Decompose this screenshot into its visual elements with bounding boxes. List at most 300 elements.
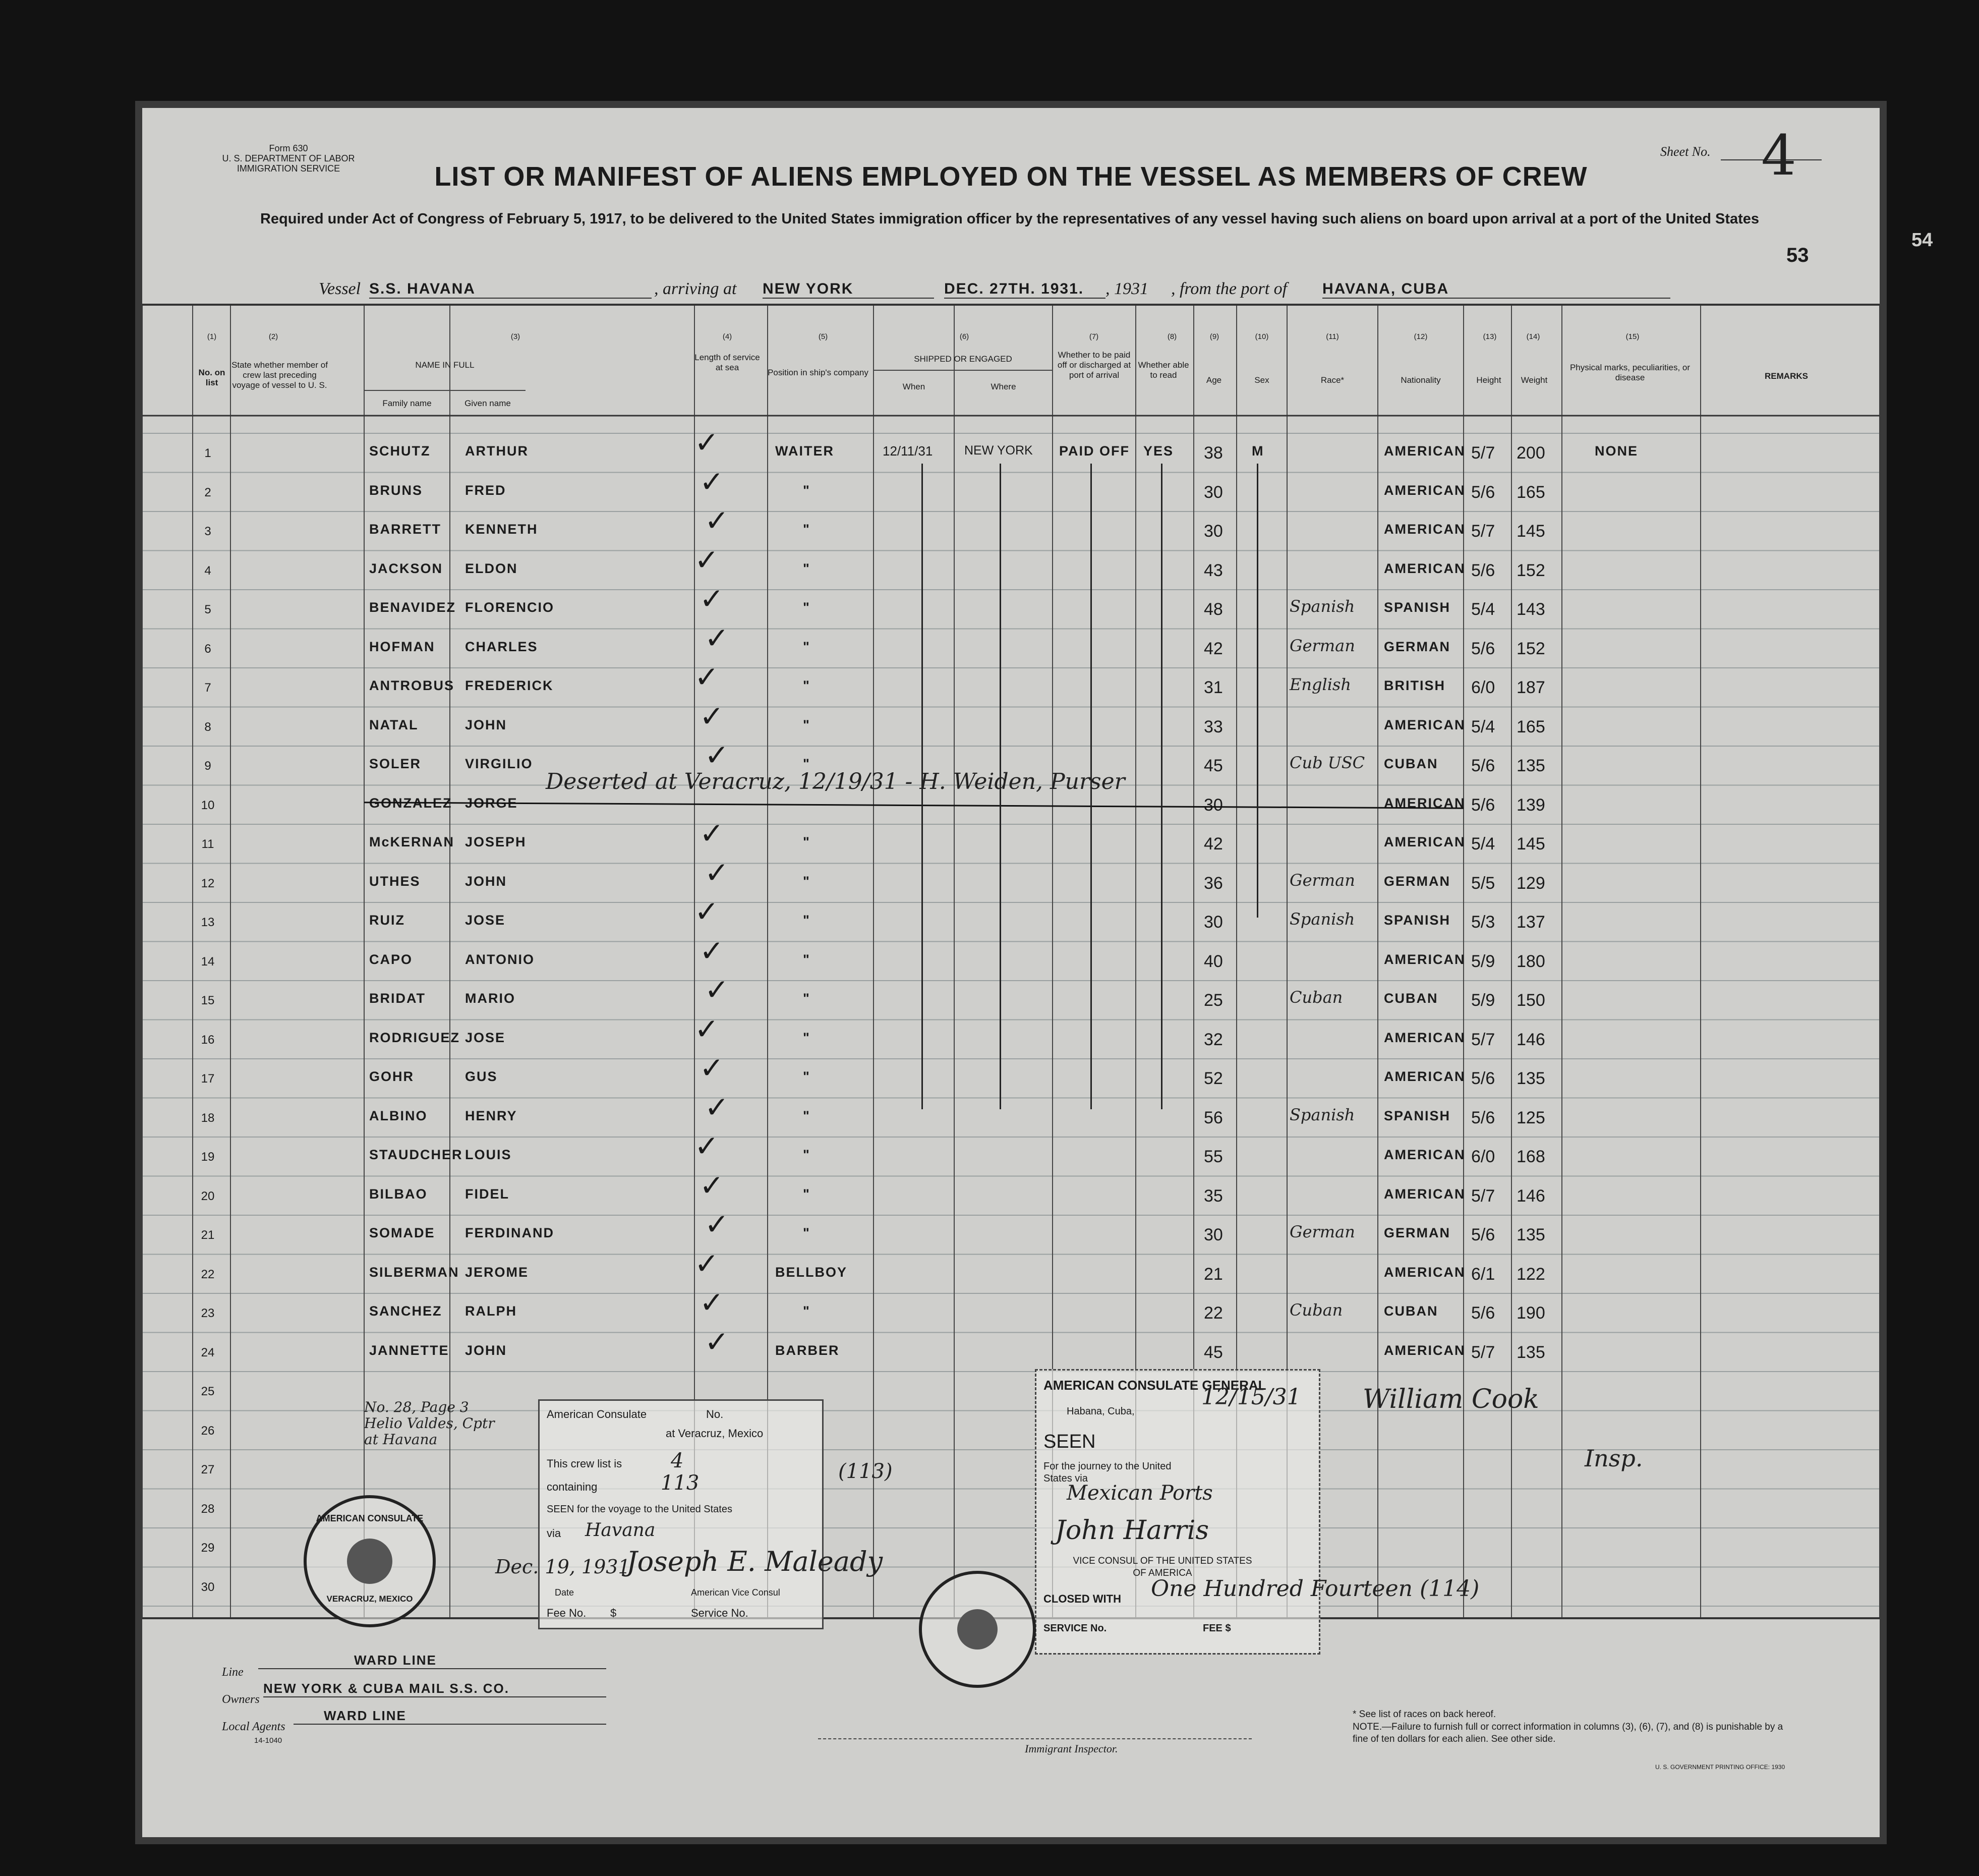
stamp-location: at Veracruz, Mexico — [666, 1427, 764, 1440]
weight: 145 — [1517, 834, 1545, 854]
given-name: CHARLES — [465, 639, 538, 654]
length-service-checkmark: ✓ — [705, 1208, 729, 1241]
length-service-checkmark: ✓ — [700, 1052, 724, 1085]
position: " — [803, 834, 810, 849]
row-number: 4 — [204, 563, 211, 578]
seal-top-text: AMERICAN CONSULATE — [316, 1513, 424, 1523]
row-number: 16 — [201, 1033, 215, 1047]
row-number: 20 — [201, 1189, 215, 1203]
position: " — [803, 717, 810, 732]
physical-marks: NONE — [1595, 443, 1639, 459]
family-name: RUIZ — [369, 913, 405, 928]
row-number: 18 — [201, 1111, 215, 1125]
col-number-12: (12) — [1414, 332, 1428, 341]
given-name: JOSEPH — [465, 834, 527, 849]
given-name: JOHN — [465, 717, 507, 732]
col-number-14: (14) — [1526, 332, 1540, 341]
family-name: STAUDCHER — [369, 1147, 463, 1162]
havana-consulate-stamp — [1035, 1369, 1320, 1655]
age: 31 — [1204, 678, 1223, 697]
given-name: JOHN — [465, 1342, 507, 1358]
age: 56 — [1204, 1108, 1223, 1127]
page-title: LIST OR MANIFEST OF ALIENS EMPLOYED ON THE VESSEL AS MEMBERS OF CREW — [434, 161, 1588, 192]
havana-stamp-service: SERVICE No. — [1043, 1623, 1107, 1634]
nationality: CUBAN — [1384, 756, 1438, 771]
height: 5/3 — [1471, 913, 1495, 932]
left-note: No. 28, Page 3 Helio Valdes, Cptr at Havana — [364, 1399, 495, 1448]
header-remarks: REMARKS — [1765, 371, 1808, 381]
row-number: 30 — [201, 1580, 215, 1594]
family-name: SILBERMAN — [369, 1264, 459, 1280]
header-nationality: Nationality — [1401, 375, 1441, 385]
height: 5/5 — [1471, 873, 1495, 893]
footer-owners-label: Owners — [222, 1693, 260, 1706]
header-no-on-list: No. on list — [198, 368, 225, 387]
given-name: ANTONIO — [465, 951, 535, 967]
nationality: AMERICAN — [1384, 1030, 1466, 1045]
arrival-date: DEC. 27TH. 1931. — [944, 280, 1105, 299]
able-to-read: YES — [1143, 443, 1174, 459]
family-name: SCHUTZ — [369, 443, 431, 459]
nationality: AMERICAN — [1384, 443, 1466, 459]
age: 33 — [1204, 717, 1223, 736]
given-name: JEROME — [465, 1264, 529, 1280]
given-name: FIDEL — [465, 1186, 509, 1202]
row-number: 12 — [201, 876, 215, 890]
veracruz-consul-signature: Joseph E. Maleady — [626, 1546, 883, 1577]
race: Cuban — [1290, 988, 1343, 1007]
given-name: FRED — [465, 482, 506, 498]
length-service-checkmark: ✓ — [700, 700, 724, 733]
row-number: 29 — [201, 1541, 215, 1555]
age: 35 — [1204, 1186, 1223, 1206]
weight: 135 — [1517, 1069, 1545, 1088]
stamp-containing-label: containing — [547, 1481, 598, 1493]
row-number: 21 — [201, 1228, 215, 1242]
header-when: When — [902, 382, 925, 391]
header-weight: Weight — [1521, 375, 1548, 385]
nationality: AMERICAN — [1384, 1264, 1466, 1280]
age: 45 — [1204, 1342, 1223, 1362]
stamp-no-label: No. — [706, 1408, 724, 1420]
ditto-line — [1257, 464, 1258, 918]
position: BARBER — [775, 1342, 840, 1358]
nationality: AMERICAN — [1384, 717, 1466, 732]
age: 32 — [1204, 1030, 1223, 1049]
shipped-where: NEW YORK — [964, 443, 1033, 458]
race: English — [1290, 675, 1351, 694]
weight: 146 — [1517, 1030, 1545, 1049]
age: 38 — [1204, 443, 1223, 463]
printer-line: U. S. GOVERNMENT PRINTING OFFICE: 1930 — [1655, 1764, 1785, 1771]
given-name: ARTHUR — [465, 443, 529, 459]
length-service-checkmark: ✓ — [694, 1012, 719, 1046]
family-name: BRUNS — [369, 482, 423, 498]
weight: 135 — [1517, 756, 1545, 775]
footer-agents-value: WARD LINE — [294, 1708, 606, 1725]
row-number: 11 — [201, 837, 214, 851]
inspector-label: Immigrant Inspector. — [1025, 1742, 1118, 1755]
age: 30 — [1204, 1225, 1223, 1244]
length-service-checkmark: ✓ — [700, 583, 724, 615]
age: 42 — [1204, 639, 1223, 658]
age: 30 — [1204, 913, 1223, 932]
position: " — [803, 1069, 810, 1084]
stamp-consulate-title: American Consulate — [547, 1408, 647, 1420]
length-service-checkmark: ✓ — [700, 1169, 724, 1202]
row-number: 27 — [201, 1463, 215, 1476]
given-name: RALPH — [465, 1303, 517, 1319]
length-service-checkmark: ✓ — [694, 1130, 719, 1163]
weight: 150 — [1517, 991, 1545, 1010]
height: 5/7 — [1471, 1342, 1495, 1362]
footer-form-code: 14-1040 — [254, 1736, 282, 1745]
length-service-checkmark: ✓ — [700, 817, 724, 850]
position: " — [803, 639, 810, 654]
page-subtitle: Required under Act of Congress of February 5, 1917, to be delivered to the United States immigration officer by the representatives of any vessel having such aliens on board upon arrival at a port of the United States — [260, 211, 1760, 227]
footer-line-value: WARD LINE — [258, 1653, 606, 1669]
weight: 200 — [1517, 443, 1545, 463]
length-service-checkmark: ✓ — [700, 934, 724, 968]
weight: 190 — [1517, 1303, 1545, 1323]
header-length-service: Length of service at sea — [694, 353, 760, 372]
length-service-checkmark: ✓ — [694, 895, 719, 928]
stamp-fee-label: Fee No. — [547, 1607, 587, 1619]
age: 30 — [1204, 522, 1223, 541]
height: 5/9 — [1471, 991, 1495, 1010]
family-name: JANNETTE — [369, 1342, 449, 1358]
position: " — [803, 1147, 810, 1162]
weight: 145 — [1517, 522, 1545, 541]
row-number: 6 — [204, 642, 211, 656]
row-number: 13 — [201, 916, 215, 929]
arriving-label: , arriving at — [654, 279, 737, 298]
age: 55 — [1204, 1147, 1223, 1166]
header-age: Age — [1206, 375, 1222, 385]
height: 5/7 — [1471, 1186, 1495, 1206]
row-number: 5 — [204, 603, 211, 616]
col-number-5: (5) — [818, 332, 828, 341]
veracruz-consulate-stamp — [538, 1399, 824, 1629]
family-name: McKERNAN — [369, 834, 455, 849]
stamp-fee-value: $ — [610, 1607, 617, 1619]
stamp-via-value: Havana — [585, 1520, 656, 1541]
race: Spanish — [1290, 909, 1355, 929]
weight: 129 — [1517, 873, 1545, 893]
havana-stamp-fee: FEE $ — [1203, 1623, 1231, 1634]
nationality: AMERICAN — [1384, 1069, 1466, 1084]
weight: 187 — [1517, 678, 1545, 697]
age: 22 — [1204, 1303, 1223, 1323]
nationality: BRITISH — [1384, 678, 1445, 693]
family-name: GOHR — [369, 1069, 414, 1084]
family-name: UTHES — [369, 873, 421, 889]
nationality: GERMAN — [1384, 639, 1450, 654]
position: " — [803, 560, 810, 576]
length-service-checkmark: ✓ — [705, 1091, 729, 1124]
header-able-read: Whether able to read — [1138, 360, 1189, 380]
row-number: 10 — [201, 798, 215, 812]
footer-line-label: Line — [222, 1666, 244, 1679]
race: Spanish — [1290, 597, 1355, 616]
given-name: ELDON — [465, 560, 518, 576]
nationality: GERMAN — [1384, 873, 1450, 889]
vice-consul-signature: John Harris — [1055, 1515, 1209, 1546]
race: German — [1290, 636, 1355, 655]
row-number: 24 — [201, 1345, 215, 1359]
col-number-4: (4) — [722, 332, 732, 341]
havana-stamp-city: Habana, Cuba, — [1067, 1406, 1135, 1417]
form-number: Form 630 — [269, 143, 308, 153]
family-name: HOFMAN — [369, 639, 435, 654]
given-name: JOSE — [465, 1030, 506, 1045]
position: " — [803, 678, 810, 693]
nationality: AMERICAN — [1384, 795, 1466, 811]
departure-port: HAVANA, CUBA — [1322, 280, 1670, 299]
family-name: ANTROBUS — [369, 678, 454, 693]
stamp-seen-for: SEEN for the voyage to the United States — [547, 1504, 732, 1515]
penalty-note: NOTE.—Failure to furnish full or correct information in columns (3), (6), (7), and (8) is punishable by a fine of ten dollars for each alien. See other side. — [1353, 1722, 1783, 1744]
seal-bottom-text: VERACRUZ, MEXICO — [326, 1594, 413, 1604]
row-number: 1 — [204, 446, 211, 460]
nationality: SPANISH — [1384, 1108, 1451, 1123]
nationality: AMERICAN — [1384, 560, 1466, 576]
stamp-via-label: via — [547, 1527, 561, 1540]
inspector-initials: Insp. — [1585, 1445, 1643, 1472]
department-name: U. S. DEPARTMENT OF LABOR — [222, 153, 355, 163]
stamp-containing-value: 113 — [661, 1471, 700, 1495]
height: 6/0 — [1471, 678, 1495, 697]
weight: 146 — [1517, 1186, 1545, 1206]
nationality: AMERICAN — [1384, 834, 1466, 849]
arrival-port: NEW YORK — [763, 280, 934, 299]
havana-stamp-via-value: Mexican Ports — [1067, 1482, 1213, 1505]
length-service-checkmark: ✓ — [700, 465, 724, 498]
ditto-line — [1161, 464, 1162, 1109]
row-number: 19 — [201, 1150, 215, 1164]
col-number-1: (1) — [207, 332, 217, 341]
family-name: ALBINO — [369, 1108, 428, 1123]
length-service-checkmark: ✓ — [705, 504, 729, 537]
header-where: Where — [991, 382, 1016, 391]
col-number-8: (8) — [1167, 332, 1177, 341]
height: 6/0 — [1471, 1147, 1495, 1166]
race: Spanish — [1290, 1105, 1355, 1124]
weight: 152 — [1517, 639, 1545, 658]
height: 5/6 — [1471, 639, 1495, 658]
havana-stamp-journey: For the journey to the United States via — [1043, 1461, 1172, 1484]
row-number: 23 — [201, 1306, 215, 1320]
col-number-13: (13) — [1483, 332, 1497, 341]
havana-stamp-vice-consul: VICE CONSUL OF THE UNITED STATES OF AMERICA — [1073, 1556, 1252, 1578]
row-number: 7 — [204, 681, 211, 695]
stamp-signer-title: American Vice Consul — [691, 1587, 780, 1598]
nationality: AMERICAN — [1384, 522, 1466, 537]
age: 30 — [1204, 795, 1223, 815]
vessel-label: Vessel — [319, 279, 361, 298]
col-number-2: (2) — [268, 332, 278, 341]
family-name: SOLER — [369, 756, 422, 771]
family-name: BENAVIDEZ — [369, 600, 456, 615]
race: Cub USC — [1290, 753, 1365, 772]
nationality: CUBAN — [1384, 991, 1438, 1006]
position: " — [803, 1030, 810, 1045]
height: 5/7 — [1471, 443, 1495, 463]
count-113-note: (113) — [838, 1460, 893, 1483]
row-number: 22 — [201, 1267, 215, 1281]
age: 43 — [1204, 560, 1223, 580]
sex: M — [1252, 443, 1264, 459]
weight: 168 — [1517, 1147, 1545, 1166]
height: 5/6 — [1471, 756, 1495, 775]
family-name: RODRIGUEZ — [369, 1030, 460, 1045]
height: 5/4 — [1471, 717, 1495, 736]
nationality: AMERICAN — [1384, 951, 1466, 967]
row-number: 28 — [201, 1502, 215, 1516]
header-paid-off: Whether to be paid off or discharged at port of arrival — [1057, 350, 1131, 380]
length-service-checkmark: ✓ — [705, 974, 729, 1006]
row-number: 3 — [204, 525, 211, 538]
height: 5/6 — [1471, 795, 1495, 815]
havana-stamp-title: AMERICAN CONSULATE GENERAL — [1043, 1378, 1266, 1393]
length-service-checkmark: ✓ — [705, 621, 729, 655]
footer-agents-label: Local Agents — [222, 1720, 285, 1733]
col-number-10: (10) — [1255, 332, 1269, 341]
header-given-name: Given name — [464, 399, 511, 408]
given-name: FERDINAND — [465, 1225, 554, 1240]
veracruz-consulate-seal — [304, 1495, 436, 1627]
age: 40 — [1204, 951, 1223, 971]
nationality: AMERICAN — [1384, 1147, 1466, 1162]
position: " — [803, 913, 810, 928]
year-label: , 1931 — [1105, 279, 1148, 298]
nationality: SPANISH — [1384, 913, 1451, 928]
header-physical: Physical marks, peculiarities, or disease — [1569, 363, 1691, 382]
length-service-checkmark: ✓ — [694, 426, 719, 459]
vessel-name: S.S. HAVANA — [369, 280, 652, 299]
age: 36 — [1204, 873, 1223, 893]
position: " — [803, 873, 810, 889]
weight: 165 — [1517, 482, 1545, 502]
family-name: GONZALEZ — [369, 795, 452, 811]
height: 6/1 — [1471, 1264, 1495, 1284]
col-number-11: (11) — [1326, 332, 1339, 341]
position: " — [803, 522, 810, 537]
weight: 180 — [1517, 951, 1545, 971]
age: 52 — [1204, 1069, 1223, 1088]
weight: 152 — [1517, 560, 1545, 580]
weight: 137 — [1517, 913, 1545, 932]
weight: 122 — [1517, 1264, 1545, 1284]
sheet-label: Sheet No. — [1660, 144, 1711, 159]
service-name: IMMIGRATION SERVICE — [237, 163, 340, 174]
height: 5/6 — [1471, 1225, 1495, 1244]
race: German — [1290, 870, 1355, 890]
height: 5/6 — [1471, 1108, 1495, 1127]
page-number: 53 — [1786, 244, 1809, 266]
nationality: CUBAN — [1384, 1303, 1438, 1319]
length-service-checkmark: ✓ — [700, 1286, 724, 1319]
eagle-emblem-icon — [347, 1539, 392, 1584]
header-position: Position in ship's company — [768, 368, 868, 377]
nationality: AMERICAN — [1384, 482, 1466, 498]
stamp-service-label: Service No. — [691, 1607, 748, 1619]
position: " — [803, 991, 810, 1006]
family-name: BRIDAT — [369, 991, 426, 1006]
weight: 135 — [1517, 1342, 1545, 1362]
height: 5/6 — [1471, 482, 1495, 502]
family-name: BILBAO — [369, 1186, 428, 1202]
row-number: 26 — [201, 1424, 215, 1438]
race: German — [1290, 1222, 1355, 1241]
position: BELLBOY — [775, 1264, 848, 1280]
height: 5/7 — [1471, 1030, 1495, 1049]
col-number-3: (3) — [510, 332, 520, 341]
height: 5/4 — [1471, 834, 1495, 854]
nationality: GERMAN — [1384, 1225, 1450, 1240]
given-name: JOSE — [465, 913, 506, 928]
position: " — [803, 1303, 810, 1319]
footer-owners-value: NEW YORK & CUBA MAIL S.S. CO. — [263, 1681, 606, 1697]
length-service-checkmark: ✓ — [705, 739, 729, 772]
row-number: 25 — [201, 1385, 215, 1398]
height: 5/7 — [1471, 522, 1495, 541]
family-name: SOMADE — [369, 1225, 435, 1240]
header-sex: Sex — [1254, 375, 1269, 385]
height: 5/6 — [1471, 560, 1495, 580]
row-number: 2 — [204, 485, 211, 499]
sheet-number: 4 — [1761, 123, 1796, 188]
from-port-label: , from the port of — [1171, 279, 1288, 298]
inspector-line — [818, 1738, 1252, 1739]
position: " — [803, 951, 810, 967]
length-service-checkmark: ✓ — [694, 543, 719, 577]
length-service-checkmark: ✓ — [694, 1247, 719, 1280]
age: 30 — [1204, 482, 1223, 502]
length-service-checkmark: ✓ — [694, 661, 719, 694]
given-name: LOUIS — [465, 1147, 512, 1162]
given-name: FLORENCIO — [465, 600, 554, 615]
position: " — [803, 1186, 810, 1202]
nationality: AMERICAN — [1384, 1186, 1466, 1202]
family-name: SANCHEZ — [369, 1303, 442, 1319]
row-number: 8 — [204, 720, 211, 734]
height: 5/6 — [1471, 1069, 1495, 1088]
position: " — [803, 600, 810, 615]
family-name: CAPO — [369, 951, 413, 967]
weight: 165 — [1517, 717, 1545, 736]
family-name: JACKSON — [369, 560, 443, 576]
nationality: AMERICAN — [1384, 1342, 1466, 1358]
given-name: FREDERICK — [465, 678, 554, 693]
col-number-6: (6) — [959, 332, 969, 341]
height: 5/9 — [1471, 951, 1495, 971]
age: 42 — [1204, 834, 1223, 854]
shipped-when: 12/11/31 — [883, 443, 933, 459]
age: 48 — [1204, 600, 1223, 619]
stamp-date-label: Date — [555, 1587, 574, 1598]
position: " — [803, 1225, 810, 1240]
height: 5/4 — [1471, 600, 1495, 619]
given-name: KENNETH — [465, 522, 538, 537]
row-number: 17 — [201, 1072, 215, 1086]
col-number-15: (15) — [1625, 332, 1640, 341]
havana-consulate-seal — [919, 1571, 1036, 1688]
given-name: MARIO — [465, 991, 515, 1006]
edge-page-number: 54 — [1911, 230, 1933, 251]
manifest-sheet — [142, 108, 1880, 1837]
havana-signature: William Cook — [1363, 1384, 1539, 1414]
